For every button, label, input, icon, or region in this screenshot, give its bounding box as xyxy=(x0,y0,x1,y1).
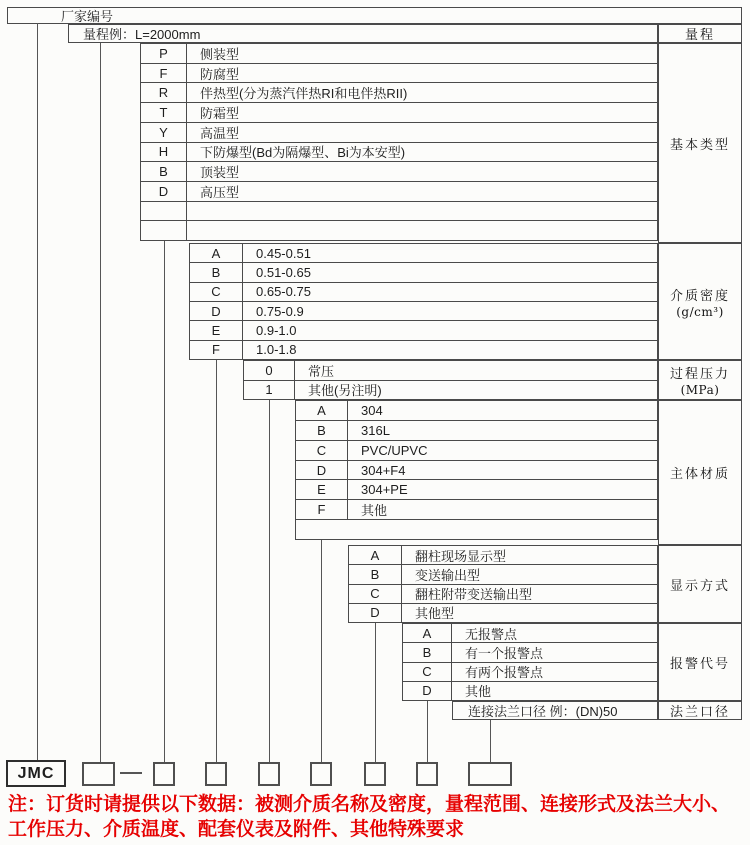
range-example-row xyxy=(68,24,658,43)
category-label-flange: 法兰口径 xyxy=(658,701,742,720)
model-prefix-box: JMC xyxy=(6,760,66,787)
option-row: D 0.75-0.9 xyxy=(190,301,657,320)
option-row-empty xyxy=(296,519,657,539)
option-row: P 侧装型 xyxy=(141,44,657,63)
category-label-basic-type: 基本类型 xyxy=(658,43,742,243)
ordering-note: 注：订货时请提供以下数据：被测介质名称及密度，量程范围、连接形式及法兰大小、工作压力、介质温度、配套仪表及附件、其他特殊要求 xyxy=(8,794,731,840)
option-row: F 1.0-1.8 xyxy=(190,340,657,359)
code-dash xyxy=(120,772,142,774)
option-row: D 其他 xyxy=(403,681,657,700)
basic-type-block xyxy=(140,43,658,241)
option-row: Y 高温型 xyxy=(141,122,657,142)
pressure-unit: (MPa) xyxy=(680,383,720,397)
alarm-block xyxy=(402,623,658,701)
material-block xyxy=(295,400,658,540)
option-row: E 0.9-1.0 xyxy=(190,320,657,339)
option-row: B 有一个报警点 xyxy=(403,642,657,661)
option-row: B 顶装型 xyxy=(141,161,657,181)
code-box-basic-type xyxy=(153,762,175,786)
range-example-label: 量程例：L=2000mm xyxy=(83,27,201,42)
manufacturer-code-label: 厂家编号 xyxy=(61,9,114,24)
category-label-alarm: 报警代号 xyxy=(658,623,742,701)
option-row: C PVC/UPVC xyxy=(296,440,657,460)
option-row: A 翻柱现场显示型 xyxy=(349,546,657,564)
option-row: R 伴热型(分为蒸汽伴热RI和电伴热RII) xyxy=(141,82,657,102)
flange-desc: 连接法兰口径 例：(DN)50 xyxy=(468,704,618,719)
option-row: A 304 xyxy=(296,401,657,420)
option-row: D 其他型 xyxy=(349,603,657,622)
option-row-empty xyxy=(141,220,657,240)
option-row: A 无报警点 xyxy=(403,624,657,642)
connector-range xyxy=(100,43,101,764)
code-box-display xyxy=(364,762,386,786)
code-box-alarm xyxy=(416,762,438,786)
option-row-empty xyxy=(141,201,657,221)
option-row: B 316L xyxy=(296,420,657,440)
connector-basic-type xyxy=(164,241,165,764)
category-label-density: 介质密度 (g/cm³) xyxy=(658,243,742,360)
category-label-display: 显示方式 xyxy=(658,545,742,623)
option-row: D 高压型 xyxy=(141,181,657,201)
option-row: A 0.45-0.51 xyxy=(190,244,657,262)
option-row: E 304+PE xyxy=(296,479,657,499)
flange-row xyxy=(452,701,658,720)
connector-density xyxy=(216,360,217,764)
code-box-flange xyxy=(468,762,512,786)
connector-manufacturer xyxy=(37,23,38,764)
connector-alarm xyxy=(427,701,428,764)
display-block xyxy=(348,545,658,623)
option-row: B 变送输出型 xyxy=(349,564,657,583)
code-box-material xyxy=(310,762,332,786)
pressure-block xyxy=(243,360,658,400)
manufacturer-code-row xyxy=(7,7,742,24)
option-row: B 0.51-0.65 xyxy=(190,262,657,281)
connector-display xyxy=(375,623,376,764)
density-block xyxy=(189,243,658,360)
category-label-pressure: 过程压力 (MPa) xyxy=(658,360,742,400)
option-row: C 有两个报警点 xyxy=(403,662,657,681)
option-row: T 防霜型 xyxy=(141,102,657,122)
option-row: F 其他 xyxy=(296,499,657,519)
density-unit: (g/cm³) xyxy=(676,304,724,319)
category-label-material: 主体材质 xyxy=(658,400,742,545)
option-row: 1 其他(另注明) xyxy=(244,380,657,400)
option-row: F 防腐型 xyxy=(141,63,657,83)
code-box-pressure xyxy=(258,762,280,786)
code-box-density xyxy=(205,762,227,786)
connector-material xyxy=(321,540,322,764)
connector-flange xyxy=(490,720,491,764)
option-row: 0 常压 xyxy=(244,361,657,380)
option-row: H 下防爆型(Bd为隔爆型、Bi为本安型) xyxy=(141,142,657,162)
category-label-range: 量程 xyxy=(658,24,742,43)
option-row: C 0.65-0.75 xyxy=(190,282,657,301)
option-row: C 翻柱附带变送输出型 xyxy=(349,584,657,603)
connector-pressure xyxy=(269,400,270,764)
option-row: D 304+F4 xyxy=(296,460,657,480)
code-box-range xyxy=(82,762,115,786)
